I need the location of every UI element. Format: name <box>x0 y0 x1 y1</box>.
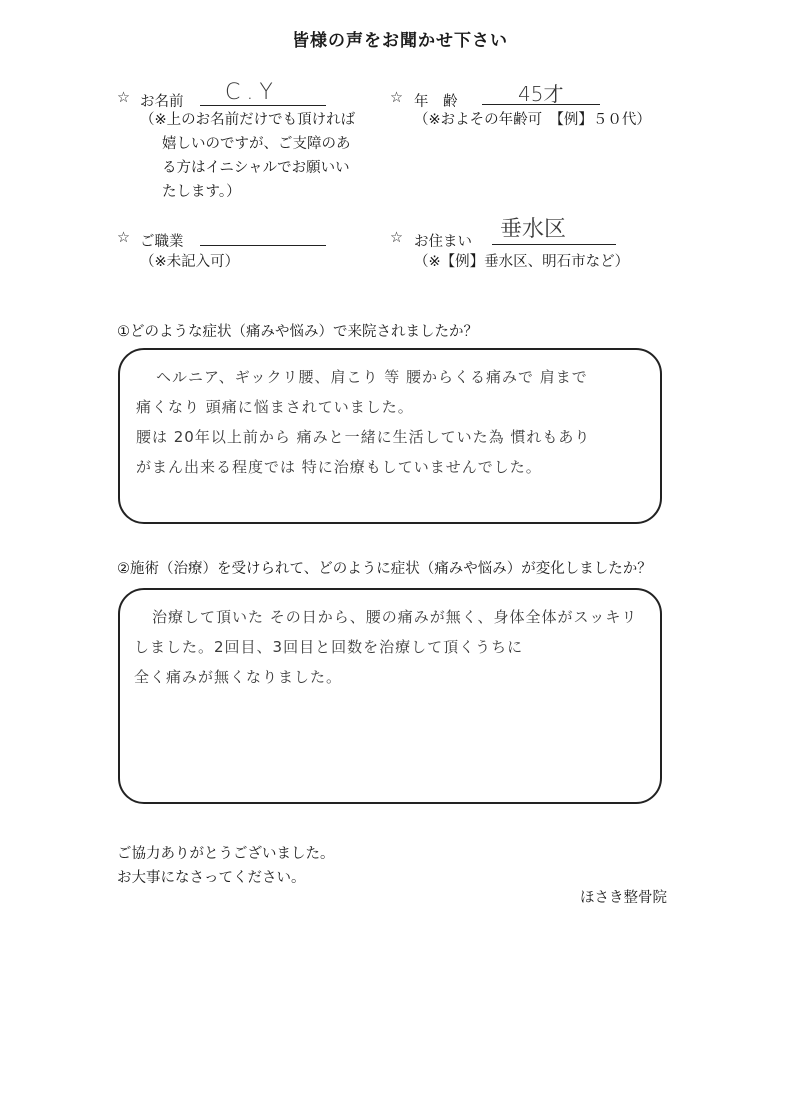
answer-line: 治療して頂いた その日から、腰の痛みが無く、身体全体がスッキリ <box>152 608 638 626</box>
job-note: （※未記入可） <box>140 254 240 270</box>
closing-line: お大事になさってください。 <box>117 870 306 886</box>
answer-line: 腰は 20年以上前から 痛みと一緒に生活していた為 慣れもあり <box>136 428 591 446</box>
answer-2-text <box>134 602 637 692</box>
question-1: ①どのような症状（痛みや悩み）で来院されましたか？ <box>117 324 478 340</box>
star-icon: ☆ <box>390 90 403 106</box>
answer-line: しました。2回目、3回目と回数を治療して頂くうちに <box>134 638 524 656</box>
closing-message <box>117 842 335 890</box>
answer-1-text <box>136 362 590 482</box>
age-value: 45才 <box>518 82 564 106</box>
name-label: お名前 <box>140 94 184 110</box>
answer-1-box[interactable] <box>118 348 662 524</box>
name-note-line: る方はイニシャルでお願いい <box>162 160 350 176</box>
name-note-line: たします。） <box>162 184 241 200</box>
star-icon: ☆ <box>117 230 130 246</box>
star-icon: ☆ <box>390 230 403 246</box>
answer-line: がまん出来る程度では 特に治療もしていませんでした。 <box>136 458 542 476</box>
name-note <box>140 108 355 204</box>
answer-line: 痛くなり 頭痛に悩まされていました。 <box>136 398 414 416</box>
job-field-line[interactable] <box>200 245 326 246</box>
name-value: C.Y <box>225 80 279 105</box>
name-field-line[interactable] <box>200 105 326 106</box>
clinic-name: ほさき整骨院 <box>580 890 667 906</box>
job-label: ご職業 <box>140 234 184 250</box>
name-note-line: 嬉しいのですが、ご支障のあ <box>162 136 351 152</box>
age-note: （※およその年齢可 【例】５０代） <box>414 112 651 128</box>
answer-2-box[interactable] <box>118 588 662 804</box>
address-field-line[interactable] <box>492 244 616 245</box>
address-label: お住まい <box>414 234 472 250</box>
name-note-line: （※上のお名前だけでも頂ければ <box>140 112 356 128</box>
answer-line: ヘルニア、ギックリ腰、肩こり 等 腰からくる痛みで 肩まで <box>156 368 588 386</box>
age-label: 年 齢 <box>414 94 458 110</box>
star-icon: ☆ <box>117 90 130 106</box>
question-2: ②施術（治療）を受けられて、どのように症状（痛みや悩み）が変化しましたか？ <box>117 561 652 577</box>
page-title: 皆様の声をお聞かせ下さい <box>292 31 508 51</box>
address-value: 垂水区 <box>500 217 567 242</box>
closing-line: ご協力ありがとうございました。 <box>117 846 335 862</box>
answer-line: 全く痛みが無くなりました。 <box>134 668 343 686</box>
address-note: （※【例】垂水区、明石市など） <box>414 254 630 270</box>
